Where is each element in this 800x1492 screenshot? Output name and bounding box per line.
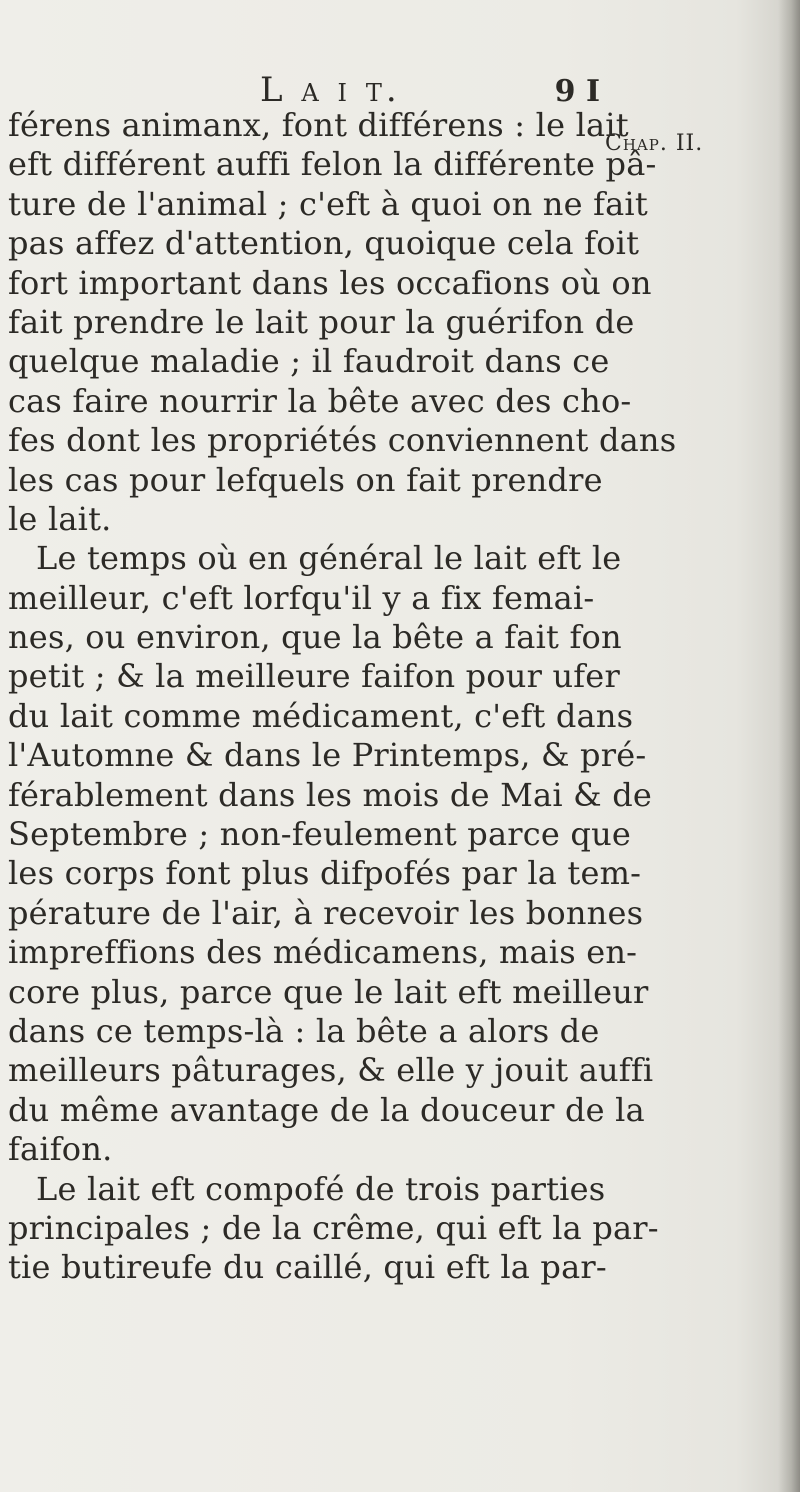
text-line: dans ce temps-là : la bête a alors de [8, 1011, 600, 1050]
text-line: petit ; & la meilleure faifon pour ufer [8, 657, 620, 696]
text-line: impreffions des médicamens, mais en- [8, 933, 638, 972]
text-line: tie butireufe du caillé, qui eft la par- [8, 1248, 607, 1287]
text-line: fait prendre le lait pour la guérifon de [8, 302, 635, 341]
text-line: cas faire nourrir la bête avec des cho- [8, 381, 632, 420]
text-line: du lait comme médicament, c'eft dans [8, 696, 634, 735]
text-line: le lait. [8, 499, 112, 538]
text-line: meilleur, c'eft lorfqu'il y a fix femai- [8, 578, 595, 617]
text-line: quelque maladie ; il faudroit dans ce [8, 342, 610, 381]
page-gutter-shadow [778, 0, 800, 1492]
text-line: principales ; de la crême, qui eft la par- [8, 1208, 659, 1247]
text-line: férablement dans les mois de Mai & de [8, 775, 653, 814]
text-line: fort important dans les occafions où on [8, 263, 652, 302]
text-line: les corps font plus difpofés par la tem- [8, 854, 642, 893]
text-line: l'Automne & dans le Printemps, & pré- [8, 736, 647, 775]
paragraph-start-line: Le lait eft compofé de trois parties [36, 1169, 606, 1208]
text-line: fes dont les propriétés conviennent dans [8, 421, 677, 460]
text-line: Septembre ; non-feulement parce que [8, 815, 632, 854]
text-line: meilleurs pâturages, & elle y jouit auffi [8, 1051, 654, 1090]
text-line: faifon. [8, 1130, 113, 1169]
text-line: les cas pour lefquels on fait prendre [8, 460, 603, 499]
chapter-margin-note: Chap. II. [605, 131, 704, 156]
page-number: 9 I [554, 74, 600, 109]
text-line: nes, ou environ, que la bête a fait fon [8, 618, 622, 657]
text-line: ture de l'animal ; c'eft à quoi on ne fait [8, 184, 648, 223]
text-line: férens animanx, font différens : le lait [8, 106, 629, 144]
paragraph-start-line: Le temps où en général le lait eft le [36, 539, 622, 578]
text-line: pas affez d'attention, quoique cela foit [8, 224, 640, 263]
text-line: du même avantage de la douceur de la [8, 1090, 645, 1129]
running-title: L a i t. [260, 70, 401, 110]
text-line: eft différent auffi felon la différente pâ- [8, 145, 657, 184]
text-line: core plus, parce que le lait eft meilleur [8, 972, 649, 1011]
text-line: pérature de l'air, à recevoir les bonnes [8, 893, 644, 932]
